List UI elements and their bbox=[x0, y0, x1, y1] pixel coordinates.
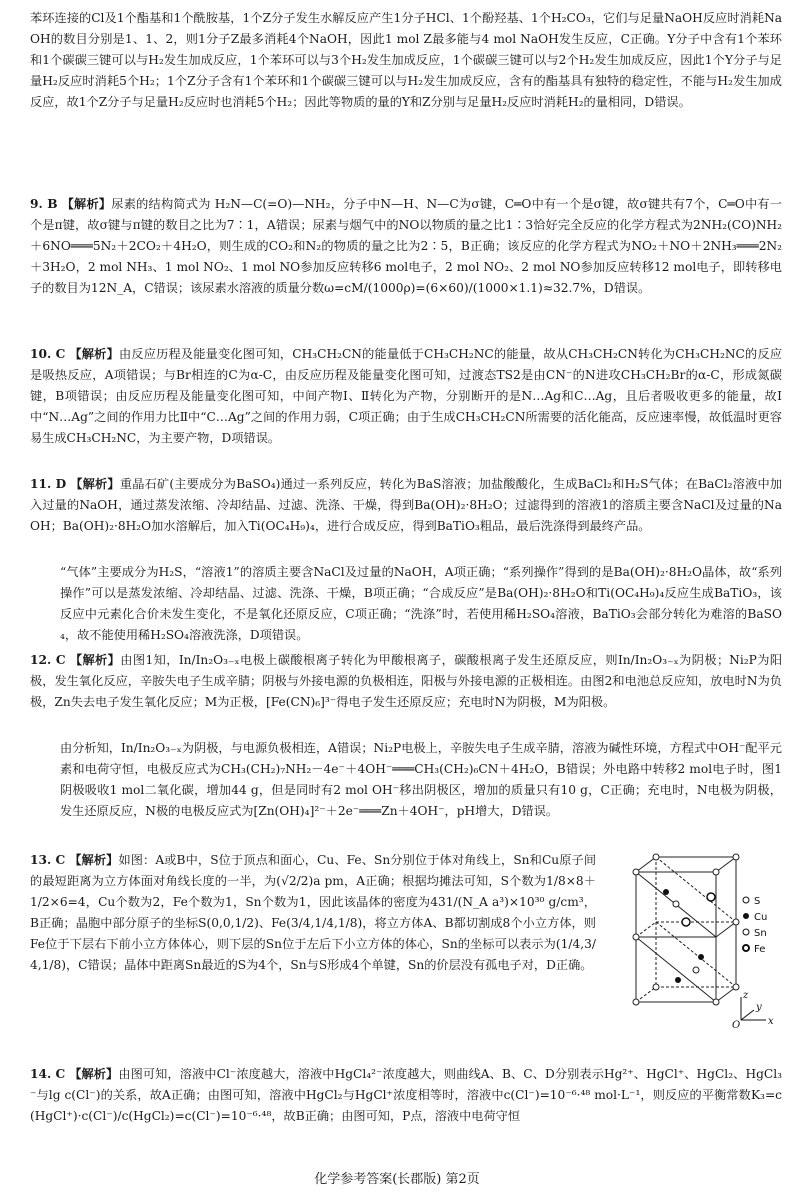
q14-number: 14. C bbox=[30, 1067, 66, 1081]
legend-cu: Cu bbox=[754, 912, 768, 923]
q11-number: 11. D bbox=[30, 477, 67, 491]
q12-tag: 【解析】 bbox=[69, 653, 121, 667]
q11-tag: 【解析】 bbox=[70, 477, 120, 491]
q11-block bbox=[30, 474, 782, 537]
q14-block bbox=[30, 1064, 782, 1127]
q12-number: 12. C bbox=[30, 653, 66, 667]
q12-text: 由图1知，In/In₂O₃₋ₓ电极上碳酸根离子转化为甲酸根离子，碳酸根离子发生还原反应，则In/In₂O₃₋ₓ为阴极；Ni₂P为阳极，发生氧化反应，辛胺失电子生成辛腈；阴极与外接电源的负极相连，阳极与外接电源的正极相连。由图2和电池总反应知，放电时N为负极，Zn失去电子发生氧化反应；M为正极，[Fe(CN)₆]³⁻得电子发生还原反应；充电时N为阴极，M为阳极。 bbox=[30, 653, 783, 710]
q13-text: 如图：A或B中，S位于顶点和面心，Cu、Fe、Sn分别位于体对角线上，Sn和Cu原子间的最短距离为立方体面对角线长度的一半，为(√2/2)a pm，A正确；根据均摊法可知，S个数为1/8×8＋1/2×6=4，Cu个数为2，Fe个数为1，Sn个数为1，因此该晶体的密度为431/(N_A a³)×10³⁰ g/cm³，B正确；晶胞中部分原子的坐标S(0,0,1/2)、Fe(3/4,1/4,1/8)，将立方体A、B都切割成8个小立方体，则Fe位于下层右下前小立方体体心，则下层的Sn位于左后下小立方体的体心，Sn的坐标可以表示为(1/4,3/4,1/8)，C错误；晶体中距离Sn最近的S为4个，Sn与S形成4个单键，Sn的价层没有孤电子对，D正确。 bbox=[30, 853, 597, 973]
axis-origin: O bbox=[732, 1020, 741, 1030]
intro-paragraph: 苯环连接的Cl及1个酯基和1个酰胺基，1个Z分子发生水解反应产生1分子HCl、1个酚羟基、1个H₂CO₃，它们与足量NaOH反应时消耗NaOH的数目分别是1、1、2，则1分子Z最多消耗4个NaOH，因此1 mol Z最多能与4 mol NaOH发生反应，C正确。Y分子中含有1个苯环和1个碳碳三键可以与H₂发生加成反应，1个苯环可以与3个H₂发生加成反应，1个碳碳三键可以与2个H₂发生加成反应，因此1个Y分子与足量H₂反应时消耗5个H₂；1个Z分子含有1个苯环和1个碳碳三键可以与H₂发生加成反应，含有的酯基具有独特的稳定性，不能与H₂发生加成反应，故1个Z分子与足量H₂反应时也消耗5个H₂；因此等物质的量的Y和Z分别与足量H₂反应时消耗H₂的量相同，D错误。 bbox=[30, 11, 782, 110]
axis-y: y bbox=[756, 1002, 762, 1013]
q10-tag: 【解析】 bbox=[69, 347, 119, 361]
q14-tag: 【解析】 bbox=[69, 1067, 119, 1081]
q9-tag: 【解析】 bbox=[61, 197, 112, 211]
q10-block bbox=[30, 344, 782, 449]
q13-number: 13. C bbox=[30, 853, 66, 867]
q13-block bbox=[30, 850, 596, 977]
legend-fe: Fe bbox=[754, 944, 766, 955]
axis-x: x bbox=[768, 1016, 774, 1027]
axis-z: z bbox=[743, 990, 749, 1001]
q11-text: 重晶石矿(主要成分为BaSO₄)通过一系列反应，转化为BaS溶液；加盐酸酸化，生成BaCl₂和H₂S气体；在BaCl₂溶液中加入过量的NaOH，通过蒸发浓缩、冷却结晶、过滤、洗涤、干燥，得到Ba(OH)₂·8H₂O；过滤得到的溶液1的溶质主要含NaCl及过量的NaOH；Ba(OH)₂·8H₂O加水溶解后，加入Ti(OC₄H₉)₄，进行合成反应，得到BaTiO₃粗品，最后洗涤得到最终产品。 bbox=[30, 477, 783, 534]
q10-text: 由反应历程及能量变化图可知，CH₃CH₂CN的能量低于CH₃CH₂NC的能量，故从CH₃CH₂CN转化为CH₃CH₂NC的反应是吸热反应，A项错误；与Br相连的C为α-C，由反应历程及能量变化图可知，过渡态TS2是由CN⁻的N进攻CH₃CH₂Br的α-C，形成氮碳键，B项错误；由反应历程及能量变化图可知，中间产物Ⅰ、Ⅱ转化为产物，分别断开的是N…Ag和C…Ag，且后者吸收更多的能量，故Ⅰ中“N…Ag”之间的作用力比Ⅱ中“C…Ag”之间的作用力弱，C项正确；由于生成CH₃CH₂CN所需要的活化能高，反应速率慢，故低温时更容易生成CH₃CH₂NC，为主要产物，D项错误。 bbox=[30, 347, 783, 446]
q9-block bbox=[30, 194, 782, 299]
q11-text2: “气体”主要成分为H₂S，“溶液1”的溶质主要含NaCl及过量的NaOH，A项正确；“系列操作”得到的是Ba(OH)₂·8H₂O晶体，故“系列操作”可以是蒸发浓缩、冷却结晶、过滤、洗涤、干燥，B项正确；“合成反应”是Ba(OH)₂·8H₂O和Ti(OC₄H₉)₄反应生成BaTiO₃，该反应中元素化合价未发生变化，不是氧化还原反应，C项正确；“洗涤”时，若使用稀H₂SO₄溶液，BaTiO₃会部分转化为难溶的BaSO₄，故不能使用稀H₂SO₄溶液洗涤，D项错误。 bbox=[60, 565, 782, 643]
q12-block bbox=[30, 650, 782, 713]
page-footer: 化学参考答案(长郡版) 第2页 bbox=[314, 1172, 480, 1187]
crystal-structure-figure bbox=[606, 852, 784, 1030]
legend-sn: Sn bbox=[754, 928, 767, 939]
q10-number: 10. C bbox=[30, 347, 66, 361]
q14-text: 由图可知，溶液中Cl⁻浓度越大，溶液中HgCl₄²⁻浓度越大，则曲线A、B、C、D分别表示Hg²⁺、HgCl⁺、HgCl₂、HgCl₃⁻与lg c(Cl⁻)的关系，故A正确；由图可知，溶液中HgCl₂与HgCl⁺浓度相等时，溶液中c(Cl⁻)=10⁻⁶·⁴⁸ mol·L⁻¹，则反应的平衡常数K₃=c(HgCl⁺)·c(Cl⁻)/c(HgCl₂)=c(Cl⁻)=10⁻⁶·⁴⁸，故B正确；由图可知，P点，溶液中电荷守恒 bbox=[30, 1067, 783, 1124]
legend-s: S bbox=[754, 896, 761, 907]
q9-text: 尿素的结构简式为 H₂N—C(=O)—NH₂，分子中N—H、N—C为σ键，C═O中有一个是σ键，故σ键共有7个，C═O中有一个是π键，故σ键与π键的数目之比为7∶1，A错误；尿素与烟气中的NO以物质的量之比1∶3恰好完全反应的化学方程式为2NH₂(CO)NH₂＋6NO═══5N₂＋2CO₂＋4H₂O，则生成的CO₂和N₂的物质的量之比为2∶5，B正确；该反应的化学方程式为NO₂＋NO＋2NH₃═══2N₂＋3H₂O，2 mol NH₃、1 mol NO₂、1 mol NO参加反应转移6 mol电子，2 mol NO₂、2 mol NO参加反应转移12 mol电子，即转移电子的数目为12N_A，C错误；该尿素水溶液的质量分数ω=cM/(1000ρ)=(6×60)/(1000×1.1)≈32.7%，D错误。 bbox=[30, 197, 782, 296]
q9-number: 9. B bbox=[30, 197, 58, 211]
q12-text2: 由分析知，In/In₂O₃₋ₓ为阴极，与电源负极相连，A错误；Ni₂P电极上，辛胺失电子生成辛腈，溶液为碱性环境，方程式中OH⁻配平元素和电荷守恒，电极反应式为CH₃(CH₂)₇NH₂－4e⁻＋4OH⁻═══CH₃(CH₂)₆CN＋4H₂O，B错误；外电路中转移2 mol电子时，图1阴极吸收1 mol二氧化碳，增加44 g，但是同时有2 mol OH⁻移出阴极区，增加的质量只有10 g，C正确；充电时，N电极为阴极，发生还原反应，N极的电极反应式为[Zn(OH)₄]²⁻＋2e⁻═══Zn＋4OH⁻，pH增大，D错误。 bbox=[60, 741, 782, 819]
q13-tag: 【解析】 bbox=[69, 853, 119, 867]
